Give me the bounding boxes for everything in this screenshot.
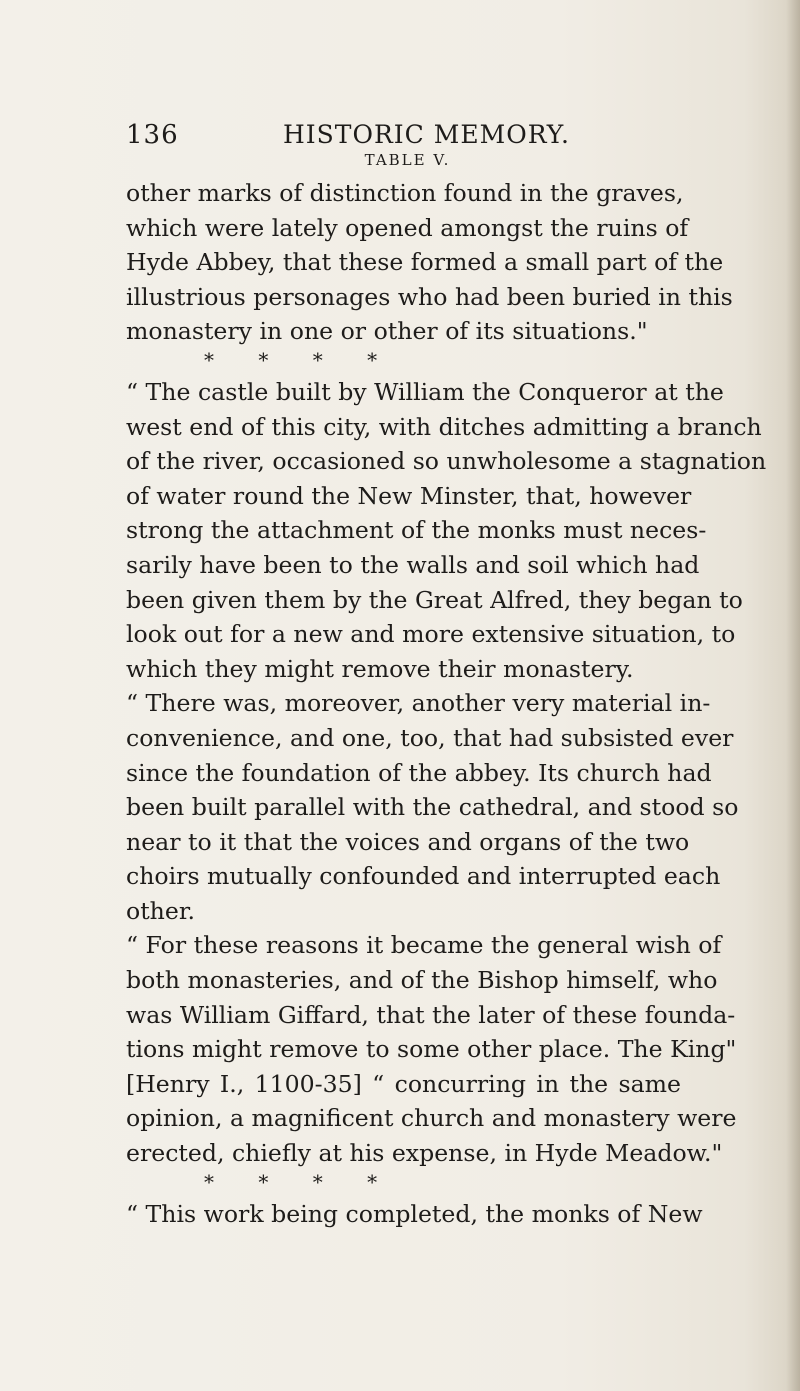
text-line: strong the attachment of the monks must neces-: [126, 516, 707, 545]
text-line: was William Giffard, that the later of these founda-: [126, 1000, 736, 1029]
text-line: other marks of distinction found in the graves,: [126, 179, 684, 207]
text-line: illustrious personages who had been buried in this: [126, 282, 733, 311]
section-break-asterisks: * * * *: [204, 1169, 378, 1194]
text-line: monastery in one or other of its situations.": [126, 317, 648, 346]
text-line: choirs mutually confounded and interrupted each: [126, 862, 721, 891]
running-title: HISTORIC MEMORY.: [283, 120, 570, 149]
text-line: “ The castle built by William the Conqueror at the: [126, 377, 724, 406]
text-line: sarily have been to the walls and soil which had: [126, 550, 700, 579]
text-line: tions might remove to some other place. The King": [126, 1035, 737, 1064]
text-line: look out for a new and more extensive situation, to: [126, 620, 736, 649]
text-line: opinion, a magnificent church and monastery were: [126, 1104, 737, 1133]
body-text: [126, 176, 767, 1231]
text-line: west end of this city, with ditches admitting a branch: [126, 412, 762, 441]
text-line: since the foundation of the abbey. Its church had: [126, 758, 712, 787]
text-line: [Henry I., 1100-35] “ concurring in the same: [126, 1069, 681, 1098]
text-line: convenience, and one, too, that had subsisted ever: [126, 723, 734, 752]
text-line: both monasteries, and of the Bishop himself, who: [126, 966, 718, 995]
table-label: TABLE V.: [364, 151, 451, 169]
text-line: other.: [126, 896, 196, 925]
text-line: been built parallel with the cathedral, and stood so: [126, 793, 739, 822]
section-break-asterisks: * * * *: [204, 347, 378, 372]
text-line: erected, chiefly at his expense, in Hyde Meadow.": [126, 1139, 723, 1168]
text-line: Hyde Abbey, that these formed a small part of the: [126, 248, 724, 277]
text-line: “ There was, moreover, another very material in-: [126, 689, 711, 718]
text-line: been given them by the Great Alfred, they began to: [126, 585, 743, 614]
text-line: near to it that the voices and organs of the two: [126, 827, 690, 856]
text-line: which they might remove their monastery.: [126, 654, 634, 683]
page-number: 136: [126, 120, 179, 150]
text-line: of water round the New Minster, that, however: [126, 481, 692, 510]
text-line: which were lately opened amongst the ruins of: [126, 213, 689, 242]
text-line: “ This work being completed, the monks of New: [126, 1199, 703, 1228]
page-edge-shadow: [786, 0, 800, 1391]
text-line: of the river, occasioned so unwholesome a stagnation: [126, 447, 767, 476]
text-line: “ For these reasons it became the general wish of: [126, 931, 722, 960]
